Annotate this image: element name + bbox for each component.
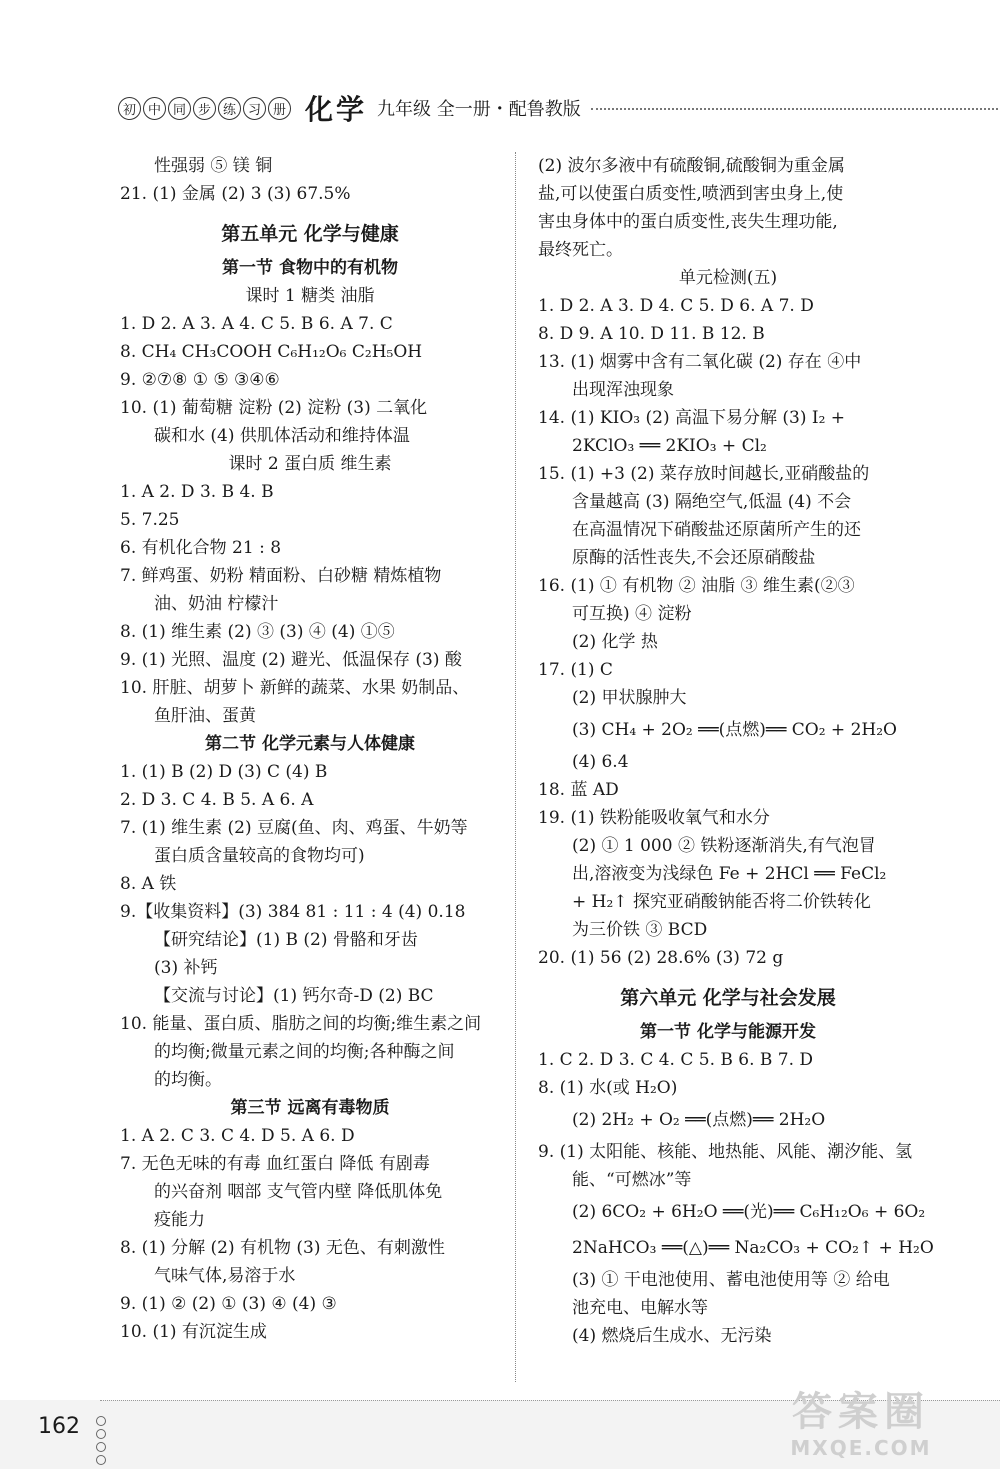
answer-line: (2) 甲状腺肿大 [572,688,687,708]
lesson-heading: 课时 2 蛋白质 维生素 [228,454,392,474]
answer-line: 出,溶液变为浅绿色 Fe + 2HCl ══ FeCl₂ [572,864,887,884]
answer-line: 21. (1) 金属 (2) 3 (3) 67.5% [120,184,351,204]
watermark-title: 答案圈 [792,1389,930,1435]
series-char: 同 [168,97,191,120]
right-column [538,152,934,1350]
series-char: 初 [118,97,141,120]
answer-line: (3) ① 干电池使用、蓄电池使用等 ② 给电 [572,1270,890,1290]
answer-line: 20. (1) 56 (2) 28.6% (3) 72 g [538,948,784,968]
answer-line: 1. A 2. C 3. C 4. D 5. A 6. D [120,1126,355,1146]
grade-info: 九年级 全一册・配鲁教版 [377,99,581,120]
series-char: 习 [243,97,266,120]
answer-line: 疫能力 [154,1210,205,1230]
answer-line: 含量越高 (3) 隔绝空气,低温 (4) 不会 [572,492,852,512]
answer-line: 8. (1) 水(或 H₂O) [538,1078,678,1098]
answer-line: (2) 波尔多液中有硫酸铜,硫酸铜为重金属 [538,156,845,176]
section-heading: 第一节 化学与能源开发 [640,1022,816,1042]
lesson-heading: 课时 1 糖类 油脂 [245,286,375,306]
answer-line: (4) 燃烧后生成水、无污染 [572,1326,772,1346]
answer-line: 【交流与讨论】(1) 钙尔奇-D (2) BC [154,986,434,1006]
answer-line: 1. D 2. A 3. D 4. C 5. D 6. A 7. D [538,296,814,316]
header-dotted-rule [591,107,998,110]
answer-line: 性强弱 ⑤ 镁 铜 [154,156,273,176]
answer-line: 碳和水 (4) 供肌体活动和维持体温 [154,426,410,446]
answer-line: 7. (1) 维生素 (2) 豆腐(鱼、肉、鸡蛋、牛奶等 [120,818,468,838]
answer-line: 2NaHCO₃ ══(△)══ Na₂CO₃ + CO₂↑ + H₂O [572,1238,934,1258]
column-divider [515,152,516,1382]
answer-line: (2) 6CO₂ + 6H₂O ══(光)══ C₆H₁₂O₆ + 6O₂ [572,1202,926,1222]
answer-line: 10. (1) 有沉淀生成 [120,1322,267,1342]
answer-line: 的兴奋剂 咽部 支气管内壁 降低肌体免 [154,1182,443,1202]
answer-line: 9. (1) 太阳能、核能、地热能、风能、潮汐能、氢 [538,1142,913,1162]
answer-line: 8. (1) 维生素 (2) ③ (3) ④ (4) ①⑤ [120,622,395,642]
answer-line: 1. C 2. D 3. C 4. C 5. B 6. B 7. D [538,1050,814,1070]
answer-line: 7. 无色无味的有毒 血红蛋白 降低 有剧毒 [120,1154,430,1174]
footer-dots-icon [96,1416,106,1465]
answer-line: 1. D 2. A 3. A 4. C 5. B 6. A 7. C [120,314,393,334]
left-column [120,152,500,1346]
answer-line: 10. 肝脏、胡萝卜 新鲜的蔬菜、水果 奶制品、 [120,678,470,698]
series-char: 中 [143,97,166,120]
subject-title: 化学 [305,93,368,126]
answer-line: 18. 蓝 AD [538,780,619,800]
answer-line: 9. (1) ② (2) ① (3) ④ (4) ③ [120,1294,337,1314]
answer-line: 10. (1) 葡萄糖 淀粉 (2) 淀粉 (3) 二氧化 [120,398,428,418]
answer-line: 害虫身体中的蛋白质变性,丧失生理功能, [538,212,838,232]
answer-line: 7. 鲜鸡蛋、奶粉 精面粉、白砂糖 精炼植物 [120,566,442,586]
series-char: 步 [193,97,216,120]
answer-line: 鱼肝油、蛋黄 [154,706,256,726]
answer-line: 油、奶油 柠檬汁 [154,594,279,614]
answer-line: 17. (1) C [538,660,613,680]
section-heading: 第二节 化学元素与人体健康 [205,734,415,754]
answer-line: 能、“可燃冰”等 [572,1170,692,1190]
watermark [756,1388,966,1464]
answer-line: 15. (1) +3 (2) 菜存放时间越长,亚硝酸盐的 [538,464,870,484]
answer-line: + H₂↑ 探究亚硝酸钠能否将二价铁转化 [572,892,871,912]
answer-line: 16. (1) ① 有机物 ② 油脂 ③ 维生素(②③ [538,576,855,596]
answer-line: 的均衡。 [154,1070,222,1090]
answer-line: 8. A 铁 [120,874,177,894]
answer-line: 9. (1) 光照、温度 (2) 避光、低温保存 (3) 酸 [120,650,462,670]
series-title [118,97,293,120]
answer-line: 原酶的活性丧失,不会还原硝酸盐 [572,548,816,568]
answer-line: 池充电、电解水等 [572,1298,708,1318]
answer-line: 14. (1) KIO₃ (2) 高温下易分解 (3) I₂ + [538,408,846,428]
answer-line: 最终死亡。 [538,240,623,260]
answer-line: (4) 6.4 [572,752,629,772]
answer-line: 8. D 9. A 10. D 11. B 12. B [538,324,765,344]
answer-line: 9.【收集资料】(3) 384 81 : 11 : 4 (4) 0.18 [120,902,466,922]
unit-heading: 第六单元 化学与社会发展 [620,987,836,1009]
answer-line: 8. (1) 分解 (2) 有机物 (3) 无色、有刺激性 [120,1238,445,1258]
answer-line: 蛋白质含量较高的食物均可) [154,846,365,866]
answer-line: 盐,可以使蛋白质变性,喷洒到害虫身上,使 [538,184,844,204]
answer-line: (3) 补钙 [154,958,218,978]
answer-line: 9. ②⑦⑧ ① ⑤ ③④⑥ [120,370,280,390]
lesson-heading: 单元检测(五) [678,268,778,288]
answer-line: 10. 能量、蛋白质、脂肪之间的均衡;维生素之间 [120,1014,482,1034]
series-char: 册 [268,97,291,120]
answer-line: (2) 化学 热 [572,632,658,652]
answer-line: 【研究结论】(1) B (2) 骨骼和牙齿 [154,930,418,950]
answer-line: 1. (1) B (2) D (3) C (4) B [120,762,328,782]
answer-line: 出现浑浊现象 [572,380,674,400]
answer-line: 在高温情况下硝酸盐还原菌所产生的还 [572,520,861,540]
answer-line: 的均衡;微量元素之间的均衡;各种酶之间 [154,1042,455,1062]
series-char: 练 [218,97,241,120]
page-number: 162 [38,1414,80,1439]
section-heading: 第一节 食物中的有机物 [222,258,398,278]
unit-heading: 第五单元 化学与健康 [221,223,399,245]
watermark-url: MXQE.COM [790,1436,932,1460]
section-heading: 第三节 远离有毒物质 [230,1098,390,1118]
answer-line: 19. (1) 铁粉能吸收氧气和水分 [538,808,770,828]
answer-line: 2. D 3. C 4. B 5. A 6. A [120,790,314,810]
answer-line: 2KClO₃ ══ 2KIO₃ + Cl₂ [572,436,767,456]
answer-line: 气味气体,易溶于水 [154,1266,296,1286]
answer-line: 1. A 2. D 3. B 4. B [120,482,274,502]
answer-line: 8. CH₄ CH₃COOH C₆H₁₂O₆ C₂H₅OH [120,342,423,362]
answer-line: 13. (1) 烟雾中含有二氧化碳 (2) 存在 ④中 [538,352,862,372]
answer-line: (2) ① 1 000 ② 铁粉逐渐消失,有气泡冒 [572,836,876,856]
answer-line: (2) 2H₂ + O₂ ══(点燃)══ 2H₂O [572,1110,826,1130]
answer-line: 5. 7.25 [120,510,180,530]
answer-line: 为三价铁 ③ BCD [572,920,708,940]
answer-line: 6. 有机化合物 21 : 8 [120,538,282,558]
answer-line: 可互换) ④ 淀粉 [572,604,692,624]
answer-line: (3) CH₄ + 2O₂ ══(点燃)══ CO₂ + 2H₂O [572,720,897,740]
page-header [118,88,998,128]
